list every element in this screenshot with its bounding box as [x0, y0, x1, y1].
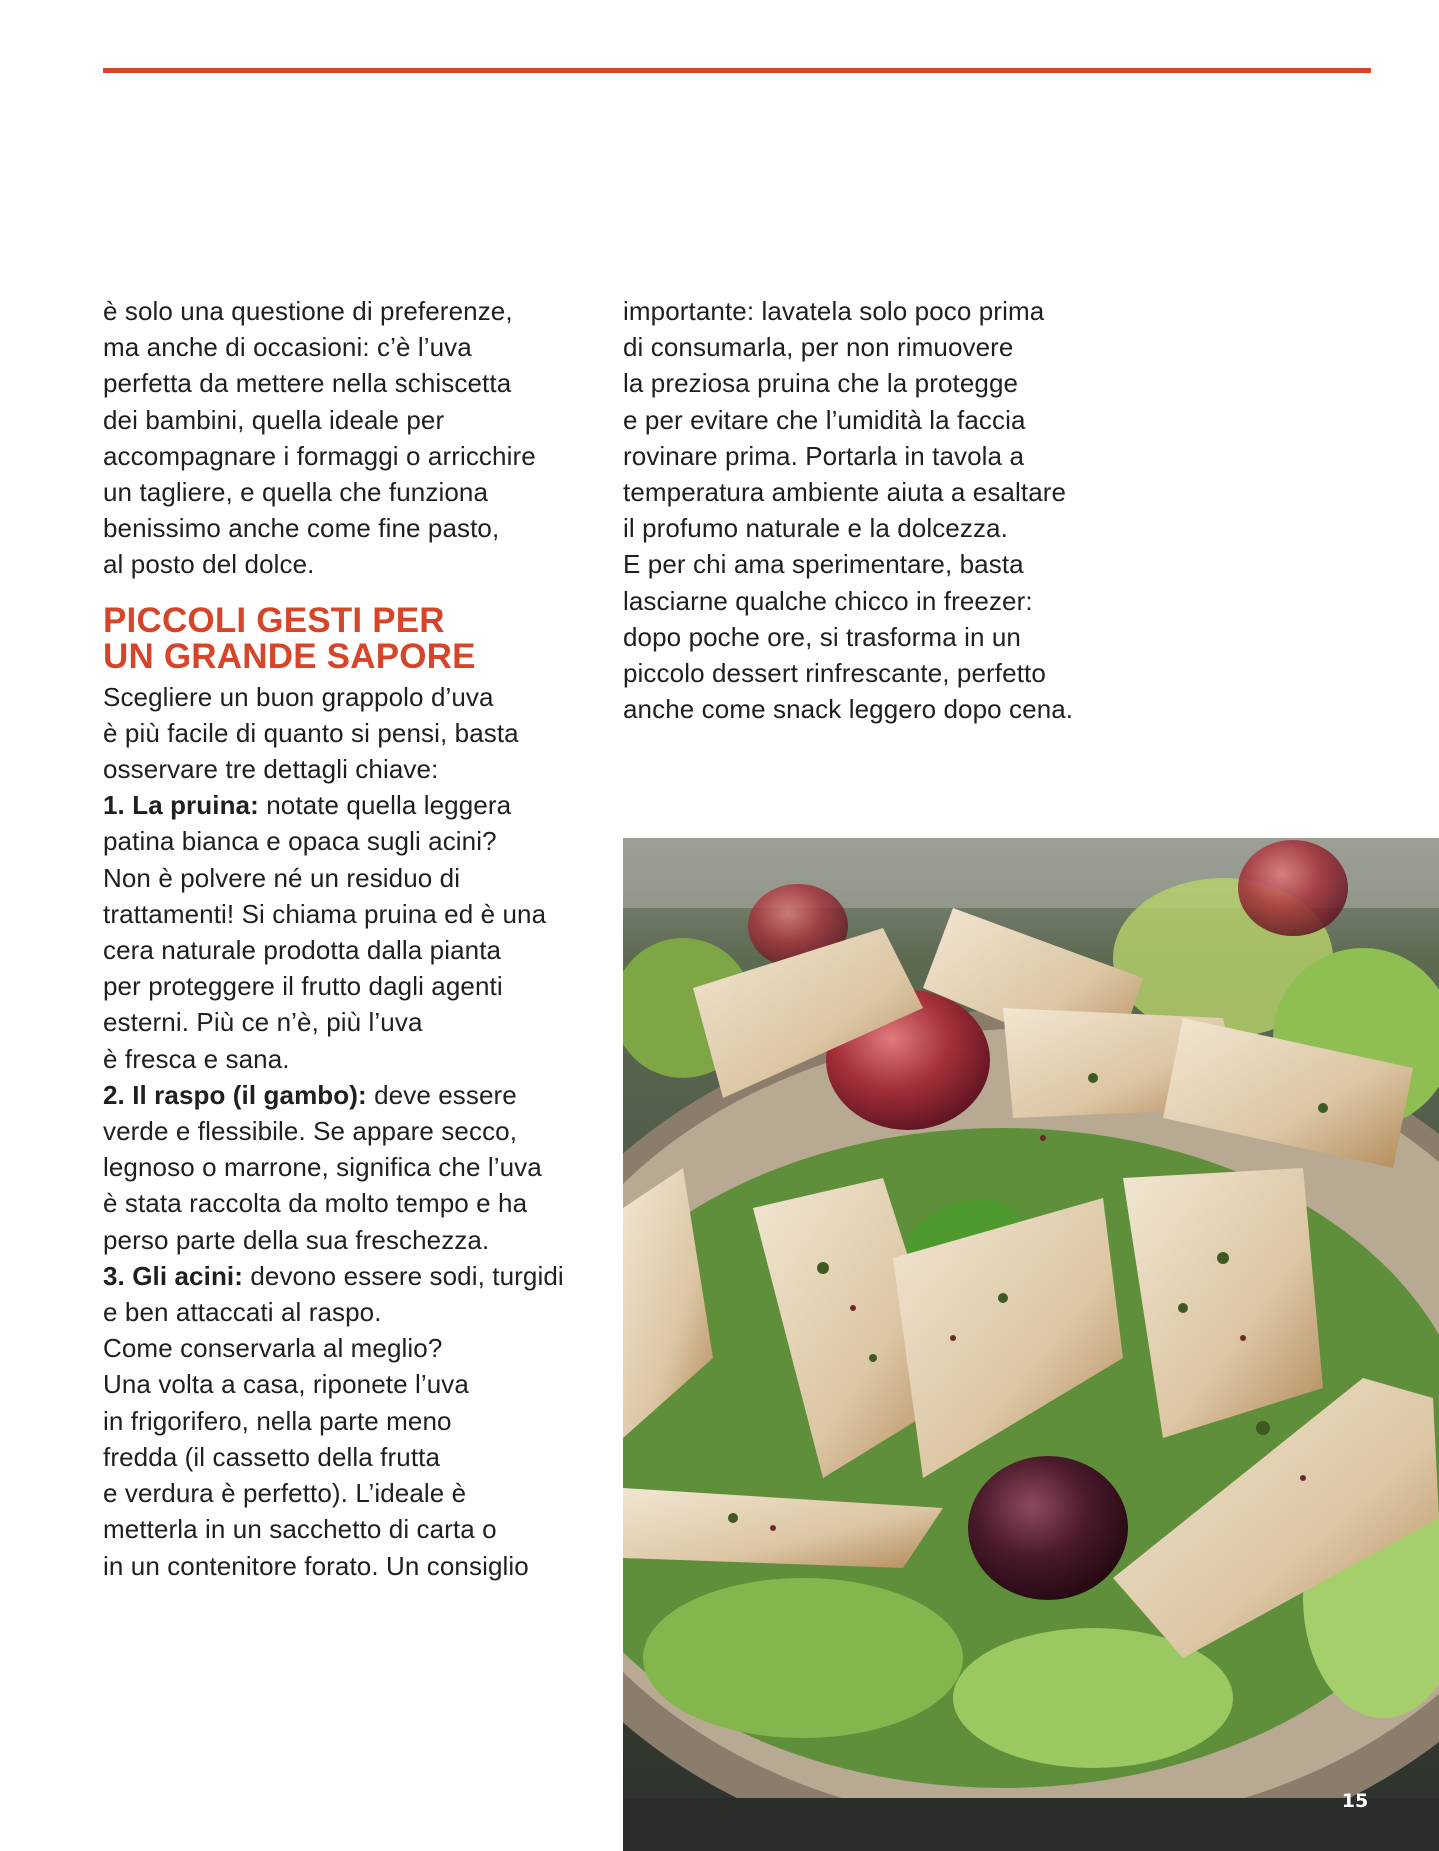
text-line: lasciarne qualche chicco in freezer: — [623, 585, 1033, 616]
text-line: cera naturale prodotta dalla pianta — [103, 935, 502, 966]
text-line: è stata raccolta da molto tempo e ha — [103, 1188, 528, 1219]
tip-label: 3. Gli acini: — [103, 1260, 244, 1291]
tip-pruina — [103, 787, 603, 1077]
text-line: il profumo naturale e la dolcezza. — [623, 513, 1008, 544]
top-accent-rule — [103, 68, 1371, 73]
text-line: anche come snack leggero dopo cena. — [623, 694, 1074, 725]
text-line: dopo poche ore, si trasforma in un — [623, 621, 1021, 652]
text-line: è fresca e sana. — [103, 1043, 290, 1074]
text-line: un tagliere, e quella che funziona — [103, 477, 489, 508]
text-line: e verdura è perfetto). L’ideale è — [103, 1478, 467, 1509]
text-line: perso parte della sua freschezza. — [103, 1224, 490, 1255]
text-line: temperatura ambiente aiuta a esaltare — [623, 477, 1067, 508]
intro-paragraph — [103, 293, 603, 583]
text-line: Come conservarla al meglio? — [103, 1333, 443, 1364]
tip-label: 1. La pruina: — [103, 790, 259, 821]
text-line: per proteggere il frutto dagli agenti — [103, 971, 503, 1002]
text-line: verde e flessibile. Se appare secco, — [103, 1116, 518, 1147]
closing-paragraph — [103, 1330, 603, 1583]
text-line: esterni. Più ce n’è, più l’uva — [103, 1007, 423, 1038]
text-line: dei bambini, quella ideale per — [103, 404, 445, 435]
text-line: patina bianca e opaca sugli acini? — [103, 826, 497, 857]
tip-raspo — [103, 1077, 603, 1258]
text-line: in frigorifero, nella parte meno — [103, 1405, 452, 1436]
tip-text: devono essere sodi, turgidi — [243, 1260, 564, 1291]
lead-paragraph — [103, 679, 603, 788]
page-number: 15 — [1341, 1790, 1369, 1812]
left-text-column — [103, 293, 603, 1584]
tip-text: deve essere — [366, 1079, 517, 1110]
text-line: è più facile di quanto si pensi, basta — [103, 717, 519, 748]
tip-label: 2. Il raspo (il gambo): — [103, 1079, 367, 1110]
chicken-grape-salad-photo — [623, 838, 1439, 1851]
text-line: in un contenitore forato. Un consiglio — [103, 1550, 529, 1581]
section-heading — [103, 600, 603, 676]
heading-line: UN GRANDE SAPORE — [103, 636, 476, 676]
text-line: perfetta da mettere nella schiscetta — [103, 368, 512, 399]
text-line: importante: lavatela solo poco prima — [623, 296, 1045, 326]
text-line: E per chi ama sperimentare, basta — [623, 549, 1024, 580]
text-line: accompagnare i formaggi o arricchire — [103, 440, 536, 471]
heading-line: PICCOLI GESTI PER — [103, 600, 445, 640]
text-line: legnoso o marrone, significa che l’uva — [103, 1152, 542, 1183]
text-line: al posto del dolce. — [103, 549, 315, 580]
text-line: Scegliere un buon grappolo d’uva — [103, 681, 494, 712]
right-text-column — [623, 293, 1183, 727]
text-line: trattamenti! Si chiama pruina ed è una — [103, 898, 547, 929]
text-line: e ben attaccati al raspo. — [103, 1297, 382, 1328]
text-line: osservare tre dettagli chiave: — [103, 754, 439, 785]
tip-first-line — [103, 1258, 603, 1294]
tip-text: notate quella leggera — [258, 790, 512, 821]
text-line: metterla in un sacchetto di carta o — [103, 1514, 497, 1545]
text-line: la preziosa pruina che la protegge — [623, 368, 1019, 399]
tip-first-line — [103, 787, 603, 823]
tip-first-line — [103, 1077, 603, 1113]
text-line: Non è polvere né un residuo di — [103, 862, 461, 893]
tip-acini — [103, 1258, 603, 1330]
text-line: di consumarla, per non rimuovere — [623, 332, 1014, 363]
text-line: ma anche di occasioni: c’è l’uva — [103, 332, 472, 363]
text-line: Una volta a casa, riponete l’uva — [103, 1369, 469, 1400]
text-line: benissimo anche come fine pasto, — [103, 513, 500, 544]
text-line: fredda (il cassetto della frutta — [103, 1441, 441, 1472]
text-line: rovinare prima. Portarla in tavola a — [623, 440, 1025, 471]
text-line: è solo una questione di preferenze, — [103, 296, 513, 326]
text-line: piccolo dessert rinfrescante, perfetto — [623, 658, 1046, 689]
text-line: e per evitare che l’umidità la faccia — [623, 404, 1026, 435]
